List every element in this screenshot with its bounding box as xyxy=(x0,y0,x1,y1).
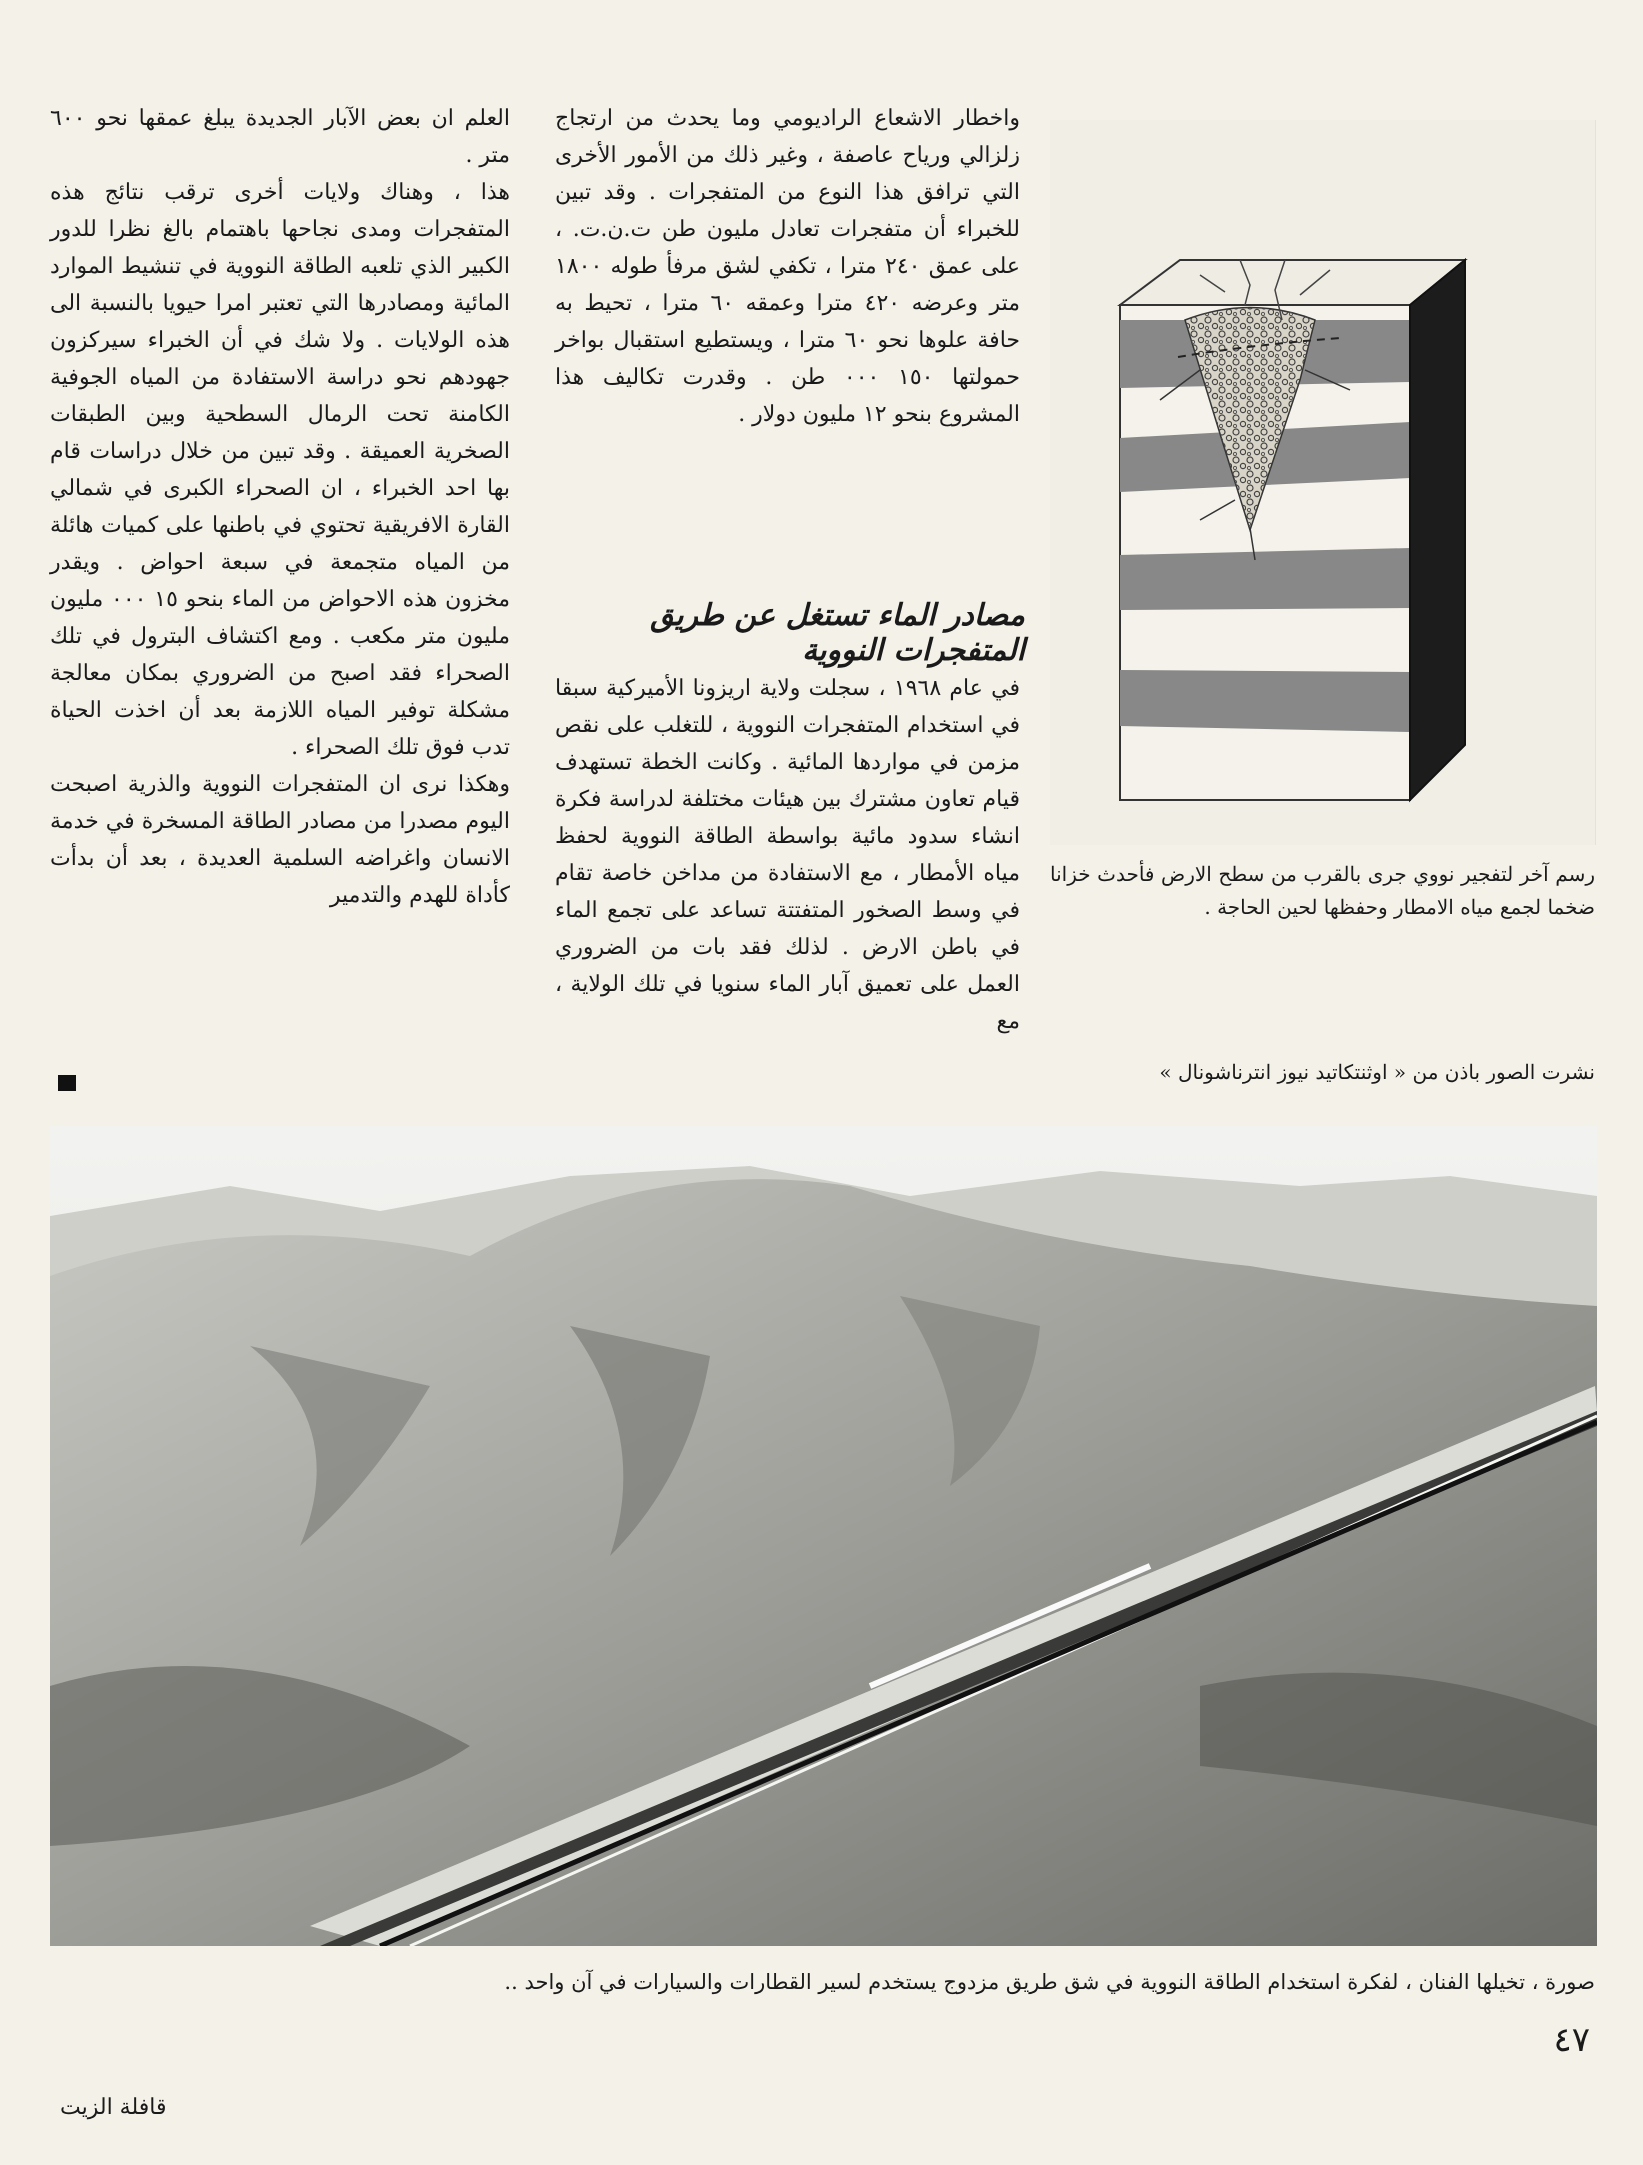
article-column-middle-bottom xyxy=(555,670,1020,1040)
article-column-middle-top xyxy=(555,100,1020,433)
article-column-left xyxy=(50,100,510,914)
diagram-figure xyxy=(1050,120,1596,845)
section-heading: مصادر الماء تستغل عن طريق المتفجرات النووية xyxy=(650,598,1025,668)
landscape-photo xyxy=(50,1126,1597,1946)
diagram-caption: رسم آخر لتفجير نووي جرى بالقرب من سطح الارض فأحدث خزانا ضخما لجمع مياه الامطار وحفظها لحين الحاجة . xyxy=(1050,862,1595,919)
paragraph: وهكذا نرى ان المتفجرات النووية والذرية اصبحت اليوم مصدرا من مصادر الطاقة المسخرة في خدمة الانسان واغراضه السلمية العديدة ، بعد أن بدأت كأداة للهدم والتدمير xyxy=(50,772,510,908)
paragraph: العلم ان بعض الآبار الجديدة يبلغ عمقها نحو ٦٠٠ متر . xyxy=(50,106,510,168)
photo-caption: صورة ، تخيلها الفنان ، لفكرة استخدام الطاقة النووية في شق طريق مزدوج يستخدم لسير القطارات والسيارات في آن واحد .. xyxy=(504,1970,1595,1994)
photo-credit: نشرت الصور باذن من « اوثنتكاتيد نيوز انترناشونال » xyxy=(1159,1060,1595,1084)
magazine-name: قافلة الزيت xyxy=(60,2095,167,2120)
page-number: ٤٧ xyxy=(1553,2020,1590,2060)
article-end-mark xyxy=(58,1075,76,1091)
desert-road-illustration xyxy=(50,1126,1597,1946)
paragraph: واخطار الاشعاع الراديومي وما يحدث من ارتجاج زلزالي ورياح عاصفة ، وغير ذلك من الأمور الأخرى التي ترافق هذا النوع من المتفجرات . وقد تبين للخبراء أن متفجرات تعادل مليون طن ت.ن.ت. ، على عمق ٢٤٠ مترا ، تكفي لشق مرفأ طوله ١٨٠٠ متر وعرضه ٤٢٠ مترا وعمقه ٦٠ مترا ، تحيط به حافة علوها نحو ٦٠ مترا ، ويستطيع استقبال بواخر حمولتها ١٥٠ ٠٠٠ طن . وقدرت تكاليف هذا المشروع بنحو ١٢ مليون دولار . xyxy=(555,106,1021,427)
explosion-cross-section-diagram xyxy=(1050,120,1595,845)
paragraph: في عام ١٩٦٨ ، سجلت ولاية اريزونا الأميركية سبقا في استخدام المتفجرات النووية ، للتغلب على نقص مزمن في مواردها المائية . وكانت الخطة تستهدف قيام تعاون مشترك بين هيئات مختلفة لدراسة فكرة انشاء سدود مائية بواسطة الطاقة النووية لحفظ مياه الأمطار ، مع الاستفادة من مداخن خاصة تقام في وسط الصخور المتفتتة تساعد على تجمع الماء في باطن الارض . لذلك فقد بات من الضروري العمل على تعميق آبار الماء سنويا في تلك الولاية ، مع xyxy=(555,676,1021,1034)
paragraph: هذا ، وهناك ولايات أخرى ترقب نتائج هذه المتفجرات ومدى نجاحها باهتمام بالغ نظرا للدور الكبير الذي تلعبه الطاقة النووية في تنشيط الموارد المائية ومصادرها التي تعتبر امرا حيويا بالنسبة الى هذه الولايات . ولا شك في أن الخبراء سيركزون جهودهم نحو دراسة الاستفادة من المياه الجوفية الكامنة تحت الرمال السطحية وبين الطبقات الصخرية العميقة . وقد تبين من خلال دراسات قام بها احد الخبراء ، ان الصحراء الكبرى في شمالي القارة الافريقية تحتوي في باطنها على كميات هائلة من المياه متجمعة في سبعة احواض . ويقدر مخزون هذه الاحواض من الماء بنحو ١٥ ٠٠٠ مليون مليون متر مكعب . ومع اكتشاف البترول في تلك الصحراء فقد اصبح من الضروري بمكان معالجة مشكلة توفير المياه اللازمة بعد أن اخذت الحياة تدب فوق تلك الصحراء . xyxy=(50,180,510,760)
